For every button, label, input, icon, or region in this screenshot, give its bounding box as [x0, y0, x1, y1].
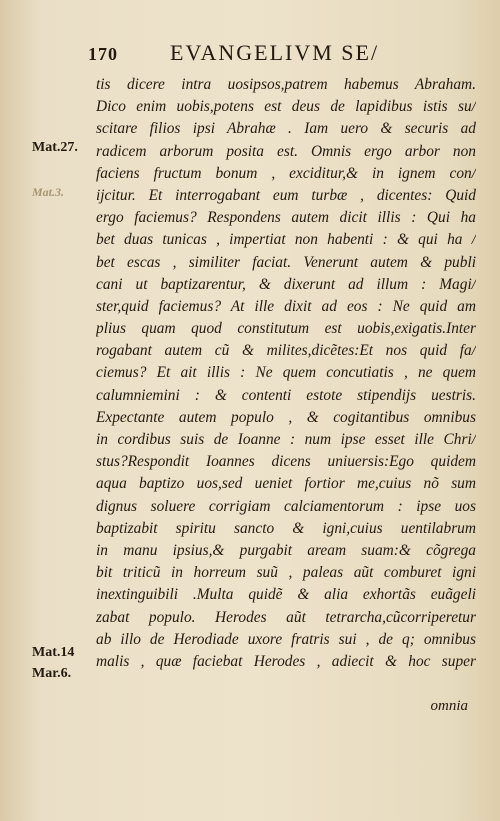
text-line: ergo faciemus? Respondens autem dicit illis : Qui ha	[96, 209, 476, 227]
text-line: zabat populo. Herodes aũt tetrarcha,cũcorriperetur	[96, 608, 476, 626]
text-line: dignus soluere corrigiam calciamentorum : ipse uos	[96, 497, 476, 515]
text-line: rogabant autem cũ & milites,dicẽtes:Et nos quid fa/	[96, 342, 476, 360]
text-line: radicem arborum posita est. Omnis ergo arbor non	[96, 142, 476, 160]
margin-note-mat3: Mat.3.	[32, 185, 65, 199]
text-line: ijcitur. Et interrogabant eum turbæ , dicentes: Quid	[96, 186, 476, 204]
text-line: stus?Respondit Ioannes dicens uniuersis:Ego quidem	[96, 453, 476, 471]
text-line: in cordibus suis de Ioanne : num ipse esset ille Chri/	[96, 431, 476, 448]
text-line: tis dicere intra uosipsos,patrem habemus Abraham.	[96, 76, 476, 93]
text-line: ciemus? Et ait illis : Ne quem concutiatis , ne quem	[96, 364, 476, 382]
text-line: malis , quæ faciebat Herodes , adiecit & hoc super	[96, 652, 476, 670]
text-line: Dico enim uobis,potens est deus de lapidibus istis su/	[96, 98, 476, 116]
text-line: calumniemini : & contenti estote stipendijs uestris.	[96, 386, 476, 404]
text-line: bet escas , similiter faciat. Venerunt autem & publi	[96, 253, 476, 271]
text-line: cani ut baptizarentur, & dixerunt ad illum : Magi/	[96, 275, 476, 293]
text-line: plius quam quod constitutum est uobis,exigatis.Inter	[96, 320, 476, 338]
text-line: aqua baptizo uos,sed ueniet fortior me,cuius nõ sum	[96, 475, 476, 493]
text-line: scitare filios ipsi Abrahæ . Iam uero & securis ad	[96, 120, 476, 138]
margin-note-mar6: Mar.6.	[32, 666, 72, 681]
text-line: bet duas tunicas , impertiat non habenti : & qui ha /	[96, 231, 476, 249]
text-line: bit triticũ in horreum suũ , paleas aũt comburet igni	[96, 564, 476, 582]
catchword: omnia	[430, 698, 468, 714]
text-line: Expectante autem populo , & cogitantibus omnibus	[96, 408, 476, 426]
margin-note-mat14: Mat.14	[32, 645, 75, 660]
margin-note-mat27: Mat.27.	[32, 140, 78, 155]
text-line: baptizabit spiritu sancto & igni,cuius uentilabrum	[96, 519, 476, 537]
text-line: ab illo de Herodiade uxore fratris sui , de q; omnibus	[96, 630, 476, 648]
running-head: EVANGELIVM SE/	[170, 40, 380, 65]
text-line: inextinguibili .Multa quidẽ & alia exhortãs euãgeli	[96, 586, 476, 604]
page-number: 170	[88, 44, 118, 64]
text-line: faciens fructum bonum , exciditur,& in ignem con/	[96, 164, 476, 182]
text-line: in manu ipsius,& purgabit aream suam:& cõgrega	[96, 541, 476, 559]
text-line: ster,quid faciemus? At ille dixit ad eos : Ne quid am	[96, 297, 476, 315]
text-block	[96, 74, 476, 673]
